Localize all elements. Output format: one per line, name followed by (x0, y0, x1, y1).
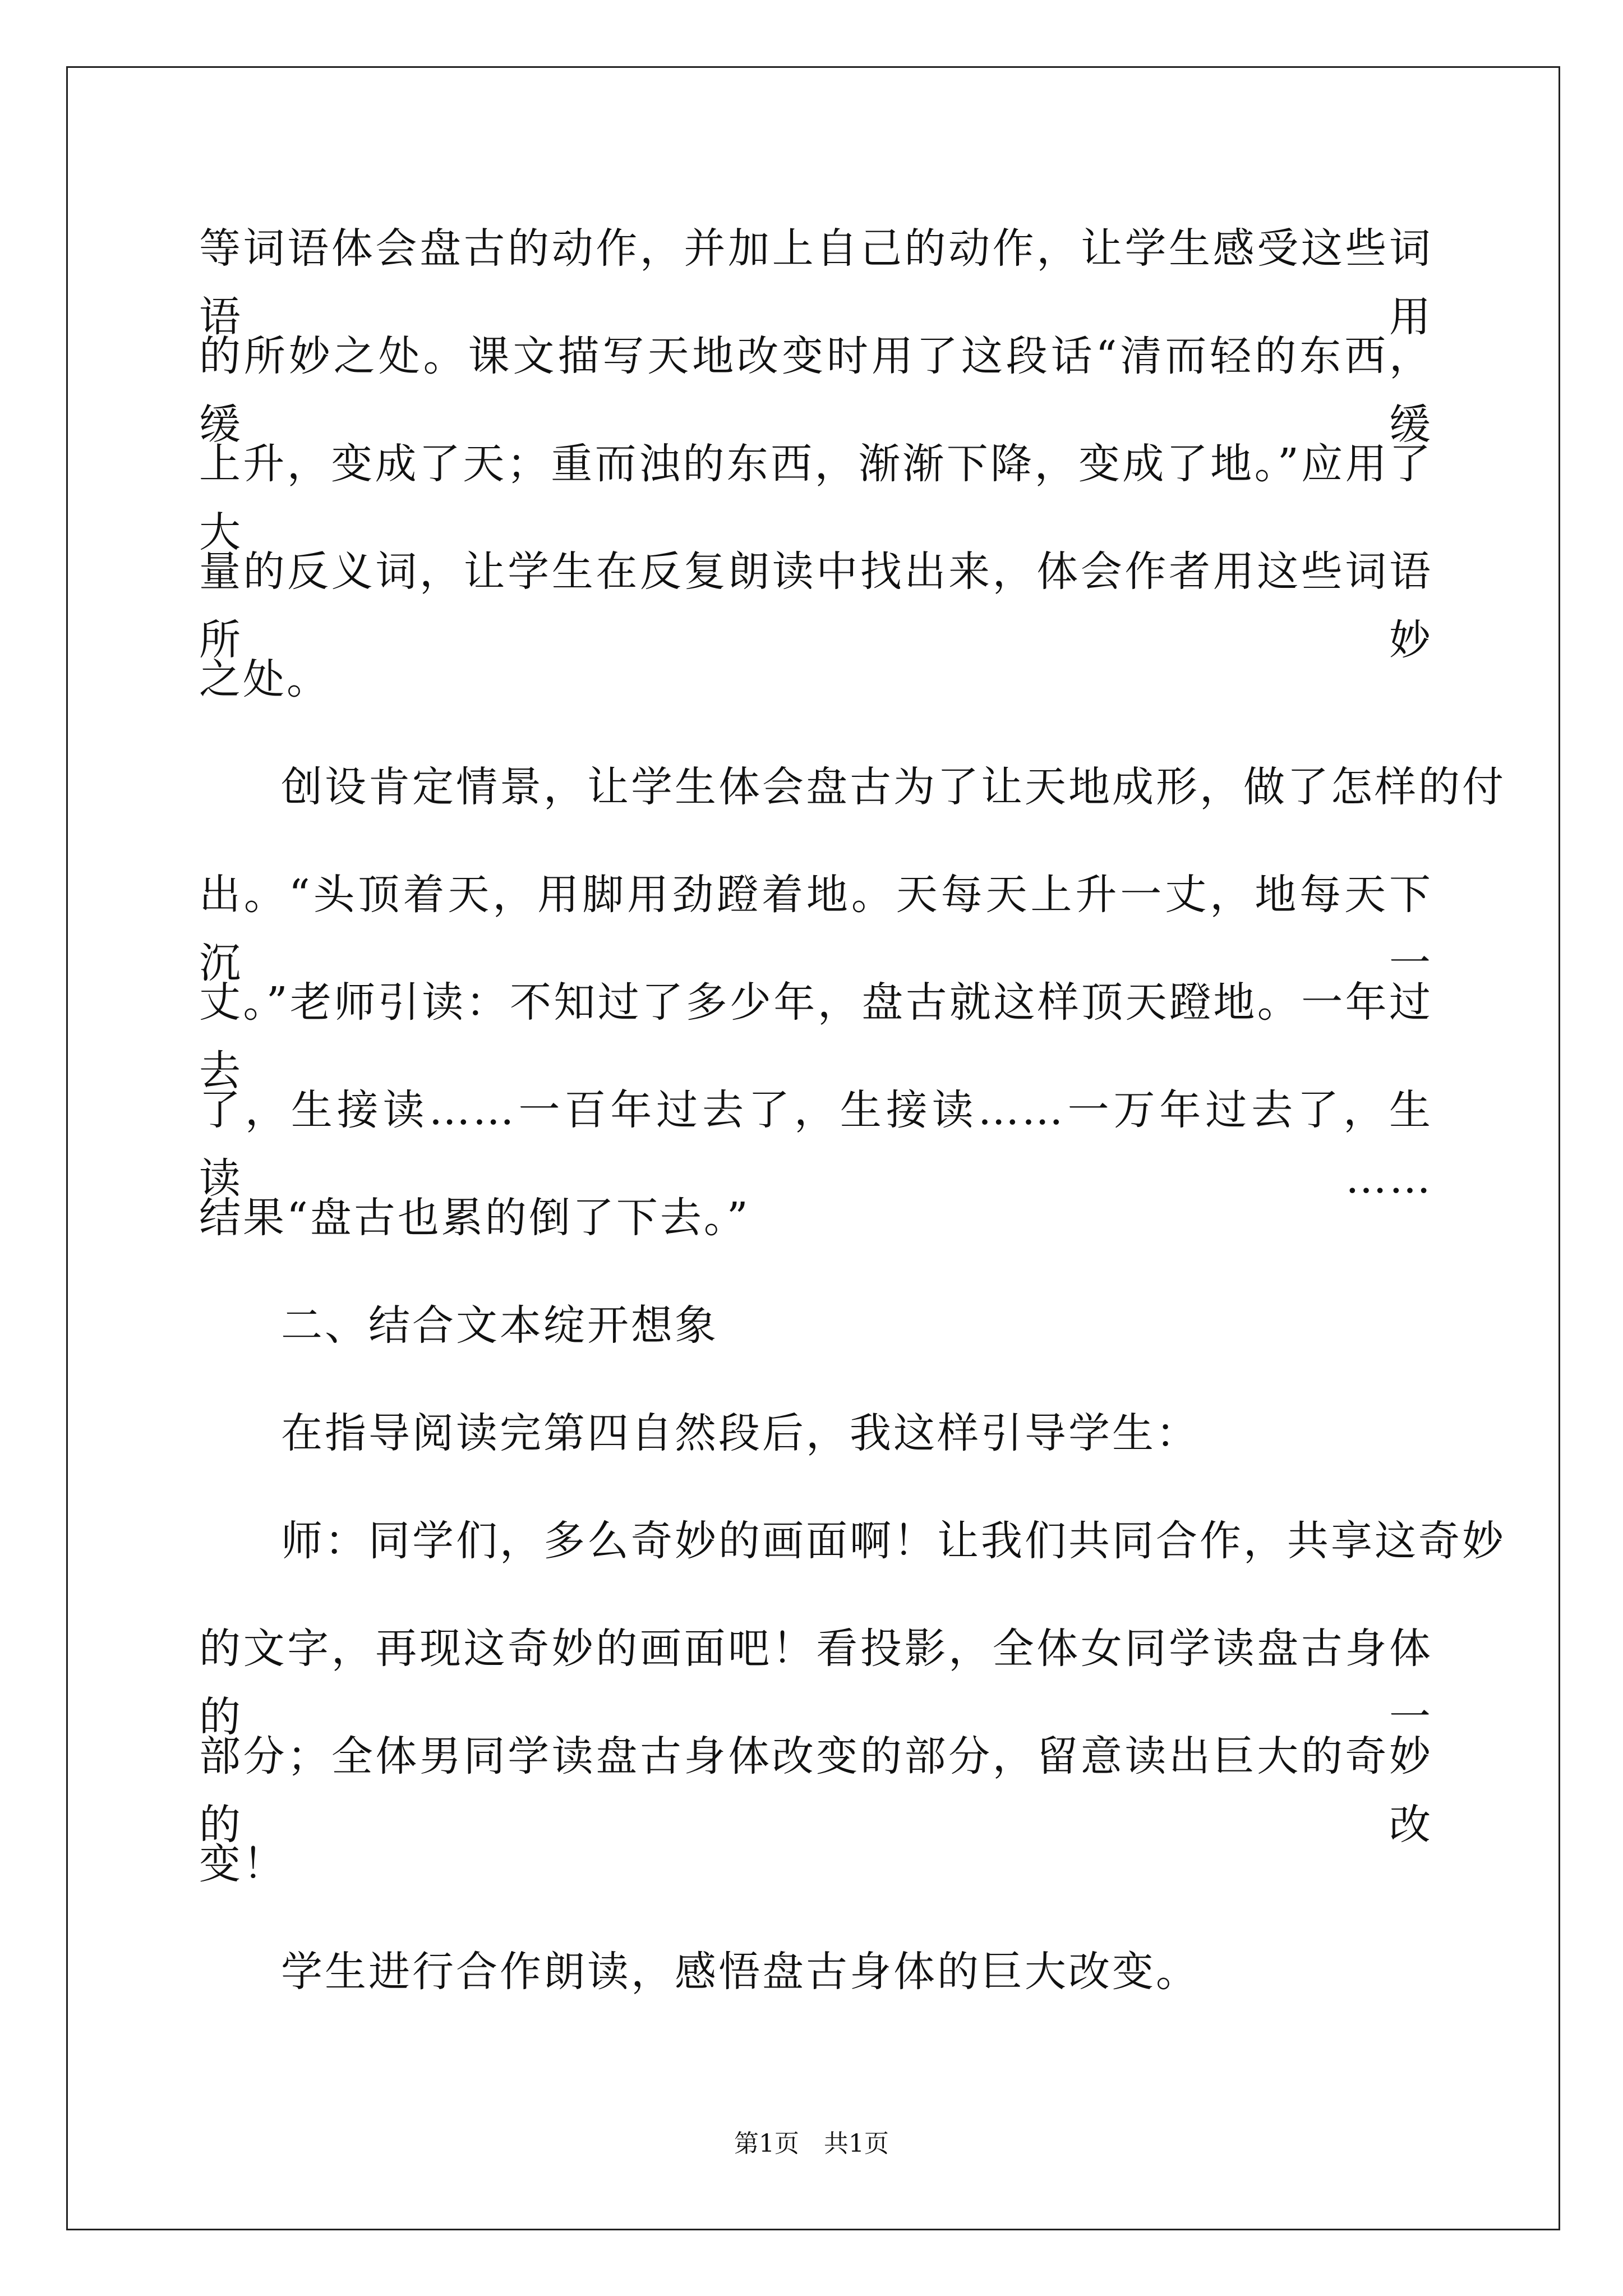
text-line: 变！ (199, 1840, 287, 1888)
page-footer (0, 2127, 1623, 2161)
paragraph-start-line: 学生进行合作朗读，感悟盘古身体的巨大改变。 (281, 1948, 1200, 1996)
text-line: 之处。 (199, 655, 330, 703)
document-body (199, 214, 1506, 2045)
section-heading: 二、结合文本绽开想象 (281, 1301, 718, 1350)
paragraph-start-line: 创设肯定情景，让学生体会盘古为了让天地成形，做了怎样的付 (281, 763, 1506, 811)
text-line: 量的反义词，让学生在反复朗读中找出来，体会作者用这些词语所妙 (199, 547, 1433, 664)
text-line: 上升，变成了天；重而浊的东西，渐渐下降，变成了地。”应用了大 (199, 440, 1433, 556)
page-number: 第1页 (734, 2129, 799, 2158)
page-total: 共1页 (824, 2129, 889, 2158)
text-line: 部分；全体男同学读盘古身体改变的部分，留意读出巨大的奇妙的改 (199, 1732, 1433, 1849)
text-line: 了，生接读……一百年过去了，生接读……一万年过去了，生读…… (199, 1086, 1433, 1203)
text-line: 结果“盘古也累的倒了下去。” (199, 1194, 750, 1242)
text-line: 等词语体会盘古的动作，并加上自己的动作，让学生感受这些词语用 (199, 224, 1433, 341)
paragraph-start-line: 在指导阅读完第四自然段后，我这样引导学生： (281, 1409, 1200, 1457)
text-line: 的所妙之处。课文描写天地改变时用了这段话“清而轻的东西，缓缓 (199, 332, 1433, 449)
text-line: 出。“头顶着天，用脚用劲蹬着地。天每天上升一丈，地每天下沉一 (199, 871, 1433, 987)
text-line: 的文字，再现这奇妙的画面吧！看投影，全体女同学读盘古身体的一 (199, 1625, 1433, 1741)
paragraph-start-line: 师：同学们，多么奇妙的画面啊！让我们共同合作，共享这奇妙 (281, 1517, 1506, 1565)
text-line: 丈。”老师引读：不知过了多少年，盘古就这样顶天蹬地。一年过去 (199, 978, 1433, 1095)
